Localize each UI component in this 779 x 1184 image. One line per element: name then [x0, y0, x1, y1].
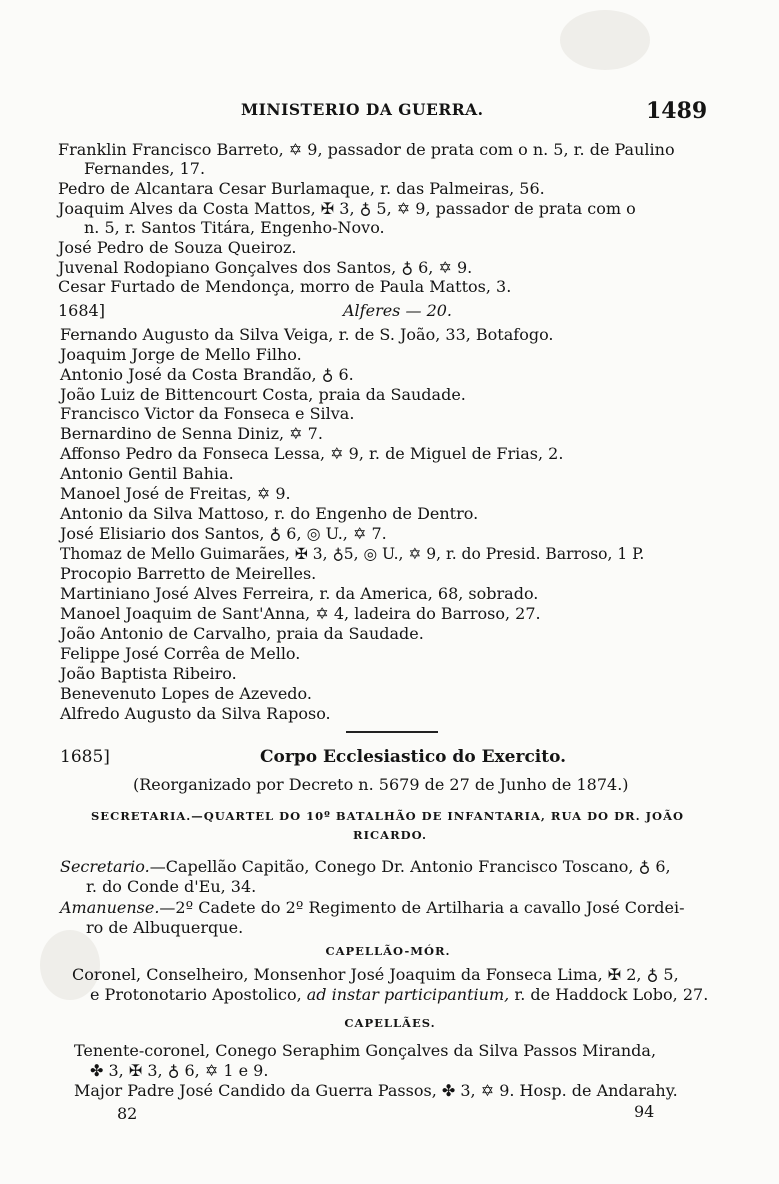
section-divider	[346, 731, 438, 733]
location-line: SECRETARIA.—QUARTEL DO 10º BATALHÃO DE INFANTARIA, RUA DO DR. JOÃO	[91, 809, 685, 823]
entry-line: Affonso Pedro da Fonseca Lessa, ✡ 9, r. de Miguel de Frias, 2.	[60, 444, 564, 463]
entry-latin: ad instar participantium,	[306, 985, 510, 1004]
paper-stain	[560, 10, 650, 70]
entry-line: João Antonio de Carvalho, praia da Saudade.	[60, 624, 424, 643]
entry-line: n. 5, r. Santos Titára, Engenho-Novo.	[84, 218, 385, 237]
entry-line: Thomaz de Mello Guimarães, ✠ 3, ♁5, ◎ U., ✡ 9, r. do Presid. Barroso, 1 P.	[60, 545, 645, 563]
entry-line: Martiniano José Alves Ferreira, r. da America, 68, sobrado.	[60, 584, 539, 603]
entry-text: r. de Haddock Lobo, 27.	[514, 985, 709, 1004]
entry-line: Manoel Joaquim de Sant'Anna, ✡ 4, ladeira do Barroso, 27.	[60, 604, 541, 623]
entry-line: Antonio Gentil Bahia.	[60, 464, 234, 483]
entry-line: Procopio Barretto de Meirelles.	[60, 564, 317, 583]
entry-text: e Protonotario Apostolico,	[90, 985, 302, 1004]
entry-line: Manoel José de Freitas, ✡ 9.	[60, 484, 291, 503]
secretario-label: Secretario.	[60, 857, 150, 876]
entry-line: Juvenal Rodopiano Gonçalves dos Santos, ♁ 6, ✡ 9.	[58, 258, 473, 277]
footer-signature-left: 82	[117, 1104, 138, 1123]
entry-line: Tenente-coronel, Conego Seraphim Gonçalves da Silva Passos Miranda,	[74, 1041, 657, 1060]
entry-line: José Pedro de Souza Queiroz.	[58, 238, 297, 257]
secretario-text: —Capellão Capitão, Conego Dr. Antonio Francisco Toscano, ♁ 6,	[149, 857, 671, 876]
entry-line: Franklin Francisco Barreto, ✡ 9, passador de prata com o n. 5, r. de Paulino	[58, 140, 675, 159]
entry-line: João Luiz de Bittencourt Costa, praia da Saudade.	[60, 385, 466, 404]
section-subtitle: (Reorganizado por Decreto n. 5679 de 27 de Junho de 1874.)	[133, 775, 629, 794]
entry-line: Joaquim Jorge de Mello Filho.	[60, 345, 302, 364]
entry-line: Coronel, Conselheiro, Monsenhor José Joaquim da Fonseca Lima, ✠ 2, ♁ 5,	[72, 965, 679, 984]
entry-line: João Baptista Ribeiro.	[60, 664, 237, 683]
entry-line: Alfredo Augusto da Silva Raposo.	[60, 704, 331, 723]
location-line: RICARDO.	[353, 828, 427, 842]
amanuense-label: Amanuense.	[60, 898, 160, 917]
entry-line: Fernando Augusto da Silva Veiga, r. de S. João, 33, Botafogo.	[60, 325, 554, 344]
entry-line: Pedro de Alcantara Cesar Burlamaque, r. das Palmeiras, 56.	[58, 179, 545, 198]
subsection-heading: CAPELLÃO-MÓR.	[325, 944, 451, 958]
amanuense-text: —2º Cadete do 2º Regimento de Artilharia a cavallo José Cordei-	[159, 898, 685, 917]
entry-line: Major Padre José Candido da Guerra Passos, ✤ 3, ✡ 9. Hosp. de Andarahy.	[74, 1081, 678, 1100]
entry-line: Joaquim Alves da Costa Mattos, ✠ 3, ♁ 5, ✡ 9, passador de prata com o	[58, 199, 636, 218]
footer-signature-right: 94	[634, 1102, 655, 1121]
subsection-heading: CAPELLÃES.	[344, 1016, 436, 1030]
entry-line: Cesar Furtado de Mendonça, morro de Paula Mattos, 3.	[58, 277, 512, 296]
entry-line: José Elisiario dos Santos, ♁ 6, ◎ U., ✡ 7.	[60, 524, 387, 543]
entry-line: Bernardino de Senna Diniz, ✡ 7.	[60, 424, 323, 443]
section-title: Alferes — 20.	[343, 301, 453, 320]
entry-line: Francisco Victor da Fonseca e Silva.	[60, 404, 355, 423]
entry-line: Antonio José da Costa Brandão, ♁ 6.	[60, 365, 354, 384]
entry-line: Antonio da Silva Mattoso, r. do Engenho de Dentro.	[60, 504, 479, 523]
entry-line: Fernandes, 17.	[84, 159, 206, 178]
page-number: 1489	[646, 98, 708, 124]
section-title: Corpo Ecclesiastico do Exercito.	[260, 747, 567, 767]
section-number: 1685]	[60, 747, 110, 767]
entry-line: Felippe José Corrêa de Mello.	[60, 644, 301, 663]
entry-line: ro de Albuquerque.	[86, 918, 244, 937]
entry-line: r. do Conde d'Eu, 34.	[86, 877, 257, 896]
entry-line: Benevenuto Lopes de Azevedo.	[60, 684, 312, 703]
entry-line: ✤ 3, ✠ 3, ♁ 6, ✡ 1 e 9.	[90, 1061, 269, 1080]
running-head: MINISTERIO DA GUERRA.	[241, 100, 484, 119]
section-number: 1684]	[58, 301, 105, 320]
